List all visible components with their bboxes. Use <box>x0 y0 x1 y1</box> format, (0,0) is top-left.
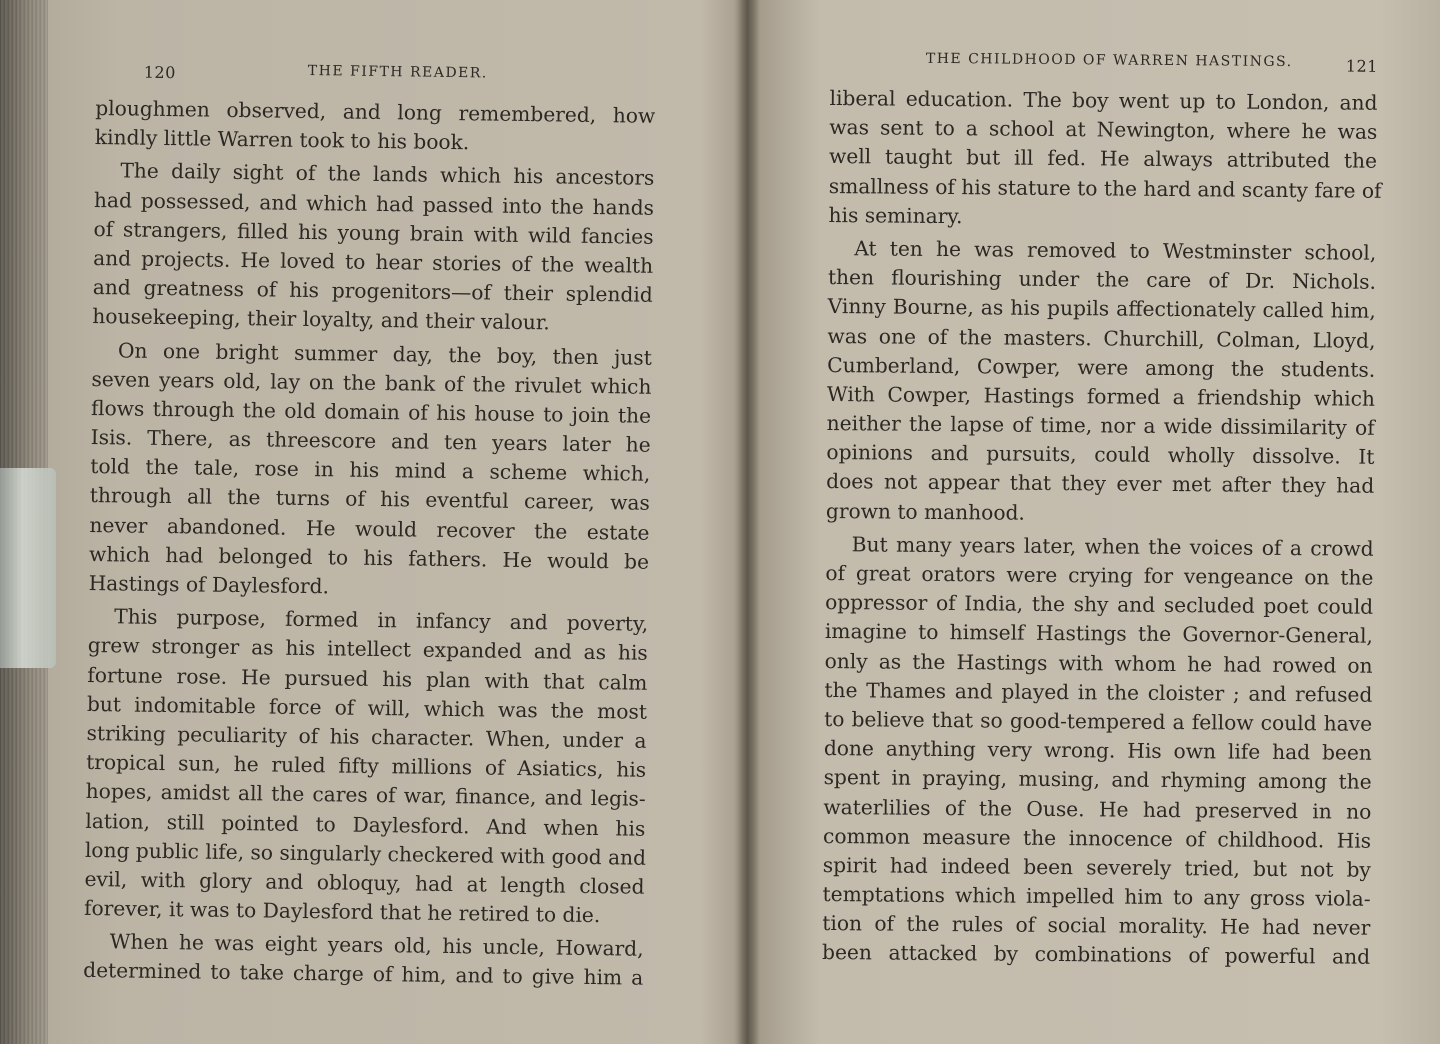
text-line: At ten he was removed to Westminster school, <box>854 236 1377 265</box>
left-running-title: THE FIFTH READER. <box>307 62 488 82</box>
text-line: oppressor of India, the shy and secluded poet could <box>825 590 1374 619</box>
text-line: of great orators were crying for vengeance on the <box>825 560 1374 590</box>
left-page <box>83 58 656 993</box>
text-line: waterlilies of the Ouse. He had preserved in no <box>823 794 1372 824</box>
left-page-text <box>83 94 655 993</box>
text-line: Cumberland, Cowper, were among the students. <box>827 352 1376 382</box>
text-line: Vinny Bourne, as his pupils affectionately called him, <box>827 294 1376 324</box>
text-line: With Cowper, Hastings formed a friendship which <box>826 381 1376 411</box>
text-line: of strangers, filled his young brain with wild fancies <box>93 216 654 249</box>
text-line: forever, it was to Daylesford that he retired to die. <box>83 895 601 928</box>
text-line: grew stronger as his intellect expanded and as his <box>87 633 648 666</box>
text-line: done anything very wrong. His own life had been <box>823 736 1372 765</box>
text-line: been attacked by combinations of powerful and <box>822 940 1371 970</box>
text-line: smallness of his stature to the hard and scanty fare of <box>828 173 1382 203</box>
text-line: tropical sun, he ruled fifty millions of Asiatics, his <box>86 750 647 782</box>
text-line: told the tale, rose in his mind a scheme which, <box>90 454 651 487</box>
text-line: temptations which impelled him to any gross viola- <box>822 882 1371 911</box>
left-page-number: 120 <box>143 62 176 83</box>
text-line: through all the turns of his eventful career, was <box>89 483 651 516</box>
text-line: spirit had indeed been severely tried, but not by <box>822 852 1371 882</box>
text-line: neither the lapse of time, nor a wide dissimilarity of <box>826 411 1375 440</box>
text-line: The daily sight of the lands which his ancestors <box>120 158 655 191</box>
text-line: never abandoned. He would recover the estate <box>89 512 650 545</box>
text-line: When he was eight years old, his uncle, Howard, <box>109 929 644 961</box>
text-line: was one of the masters. Churchill, Colman, Lloyd, <box>827 323 1376 353</box>
text-line: imagine to himself Hastings the Governor-General, <box>824 619 1373 649</box>
text-line: kindly little Warren took to his book. <box>94 125 470 155</box>
text-line: evil, with glory and obloquy, had at length closed <box>84 866 645 899</box>
right-running-title: THE CHILDHOOD OF WARREN HASTINGS. <box>925 50 1293 71</box>
text-line: Isis. There, as threescore and ten years later he <box>90 425 651 457</box>
text-line: only as the Hastings with whom he had rowed on <box>824 648 1373 678</box>
text-line: does not appear that they ever met after they had <box>826 469 1375 499</box>
text-line: opinions and pursuits, could wholly dissolve. It <box>826 440 1375 470</box>
text-line: But many years later, when the voices of a crowd <box>851 532 1374 561</box>
text-line: long public life, so singularly checkered with good and <box>84 837 647 870</box>
text-line: had possessed, and which had passed into the hands <box>93 187 655 220</box>
right-page <box>822 48 1382 972</box>
text-line: housekeeping, their loyalty, and their valour. <box>92 304 550 335</box>
right-page-header <box>830 48 1378 89</box>
text-line: determined to take charge of him, and to give him a <box>83 958 644 991</box>
right-page-number: 121 <box>1345 56 1378 76</box>
text-line: fortune rose. He pursued his plan with that calm <box>87 662 648 695</box>
text-line: but indomitable force of will, which was the most <box>86 691 648 724</box>
text-line: was sent to a school at Newington, where he was <box>829 115 1378 144</box>
text-line: ploughmen observed, and long remembered, how <box>95 95 656 128</box>
text-line: hopes, amidst all the cares of war, finance, and legis- <box>85 779 646 812</box>
text-line: striking peculiarity of his character. When, under a <box>86 720 647 753</box>
text-line: spent in praying, musing, and rhyming among the <box>823 765 1372 795</box>
bookmark-tab <box>0 468 56 668</box>
text-line: well taught but ill fed. He always attributed the <box>828 144 1378 174</box>
text-line: which had belonged to his fathers. He would be <box>88 541 650 574</box>
text-line: On one bright summer day, the boy, then just <box>117 337 653 370</box>
text-line: lation, still pointed to Daylesford. And when his <box>85 808 646 841</box>
text-line: common measure the innocence of childhood. His <box>823 823 1372 853</box>
text-line: then flourishing under the care of Dr. Nichols. <box>827 265 1377 294</box>
right-page-text <box>822 84 1382 972</box>
text-line: This purpose, formed in infancy and poverty, <box>114 604 649 636</box>
text-line: and projects. He loved to hear stories of the wealth <box>93 245 654 278</box>
text-line: his seminary. <box>828 202 963 228</box>
text-line: tion of the rules of social morality. He had never <box>822 911 1371 940</box>
text-line: and greatness of his progenitors—of their splendid <box>92 275 653 307</box>
text-line: the Thames and played in the cloister ; and refused <box>824 677 1373 707</box>
book-gutter <box>734 0 760 1044</box>
text-line: grown to manhood. <box>825 498 1026 525</box>
text-line: flows through the old domain of his house to join the <box>90 395 652 428</box>
text-line: to believe that so good-tempered a fellow could have <box>824 706 1373 736</box>
text-line: seven years old, lay on the bank of the rivulet which <box>91 366 652 399</box>
text-line: Hastings of Daylesford. <box>88 570 330 599</box>
text-line: liberal education. The boy went up to London, and <box>829 85 1378 115</box>
